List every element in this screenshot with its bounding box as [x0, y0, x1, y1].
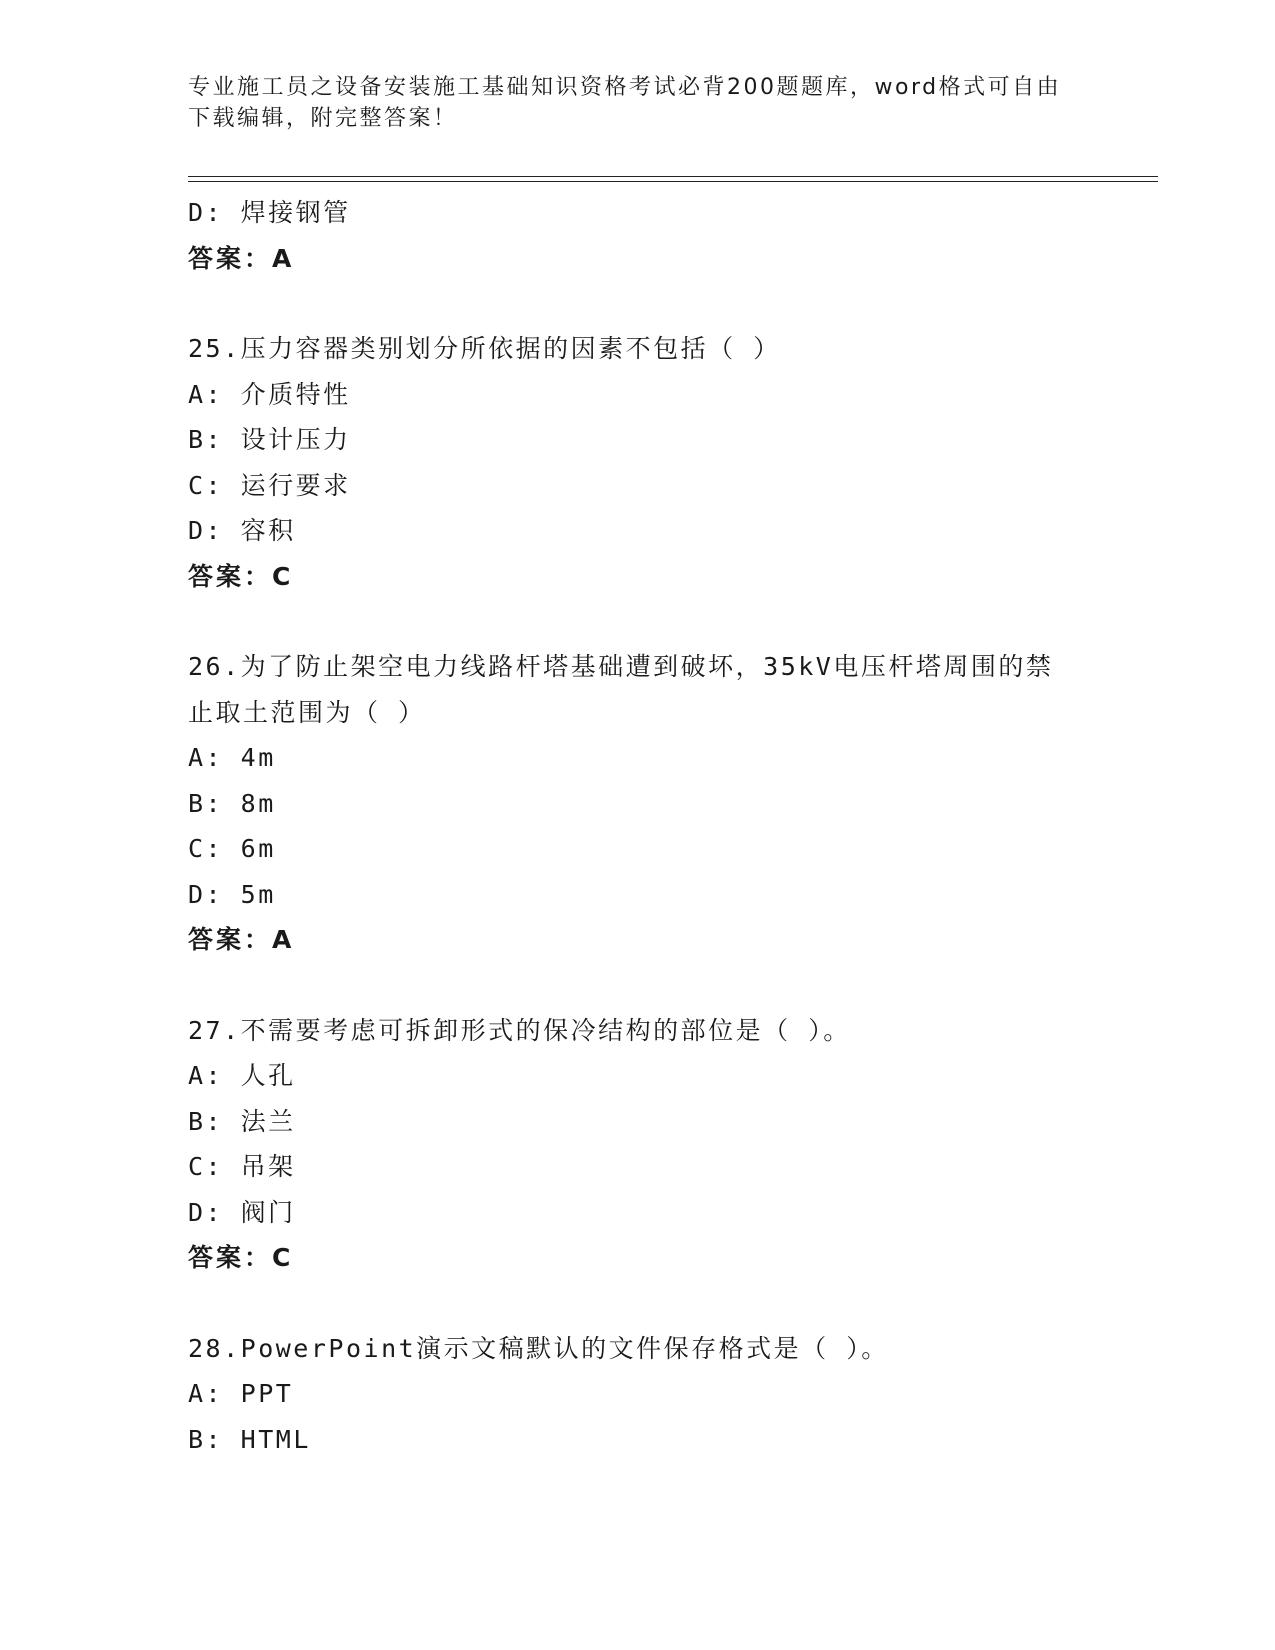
option-d: [188, 508, 1158, 554]
option-text: 阀门: [240, 1197, 296, 1227]
option-letter: D:: [188, 879, 224, 909]
option-letter: D:: [188, 198, 224, 227]
option-text: 5m: [240, 879, 276, 909]
option-letter: B:: [188, 1424, 224, 1454]
header-divider: [188, 176, 1158, 177]
option-a: [188, 372, 1158, 418]
option-text: 焊接钢管: [240, 198, 351, 227]
option-text: HTML: [240, 1424, 311, 1454]
option-text: 容积: [240, 516, 296, 545]
option-letter: C:: [188, 1152, 224, 1181]
option-text: PPT: [240, 1379, 294, 1408]
answer-line: 答案：C: [188, 561, 294, 591]
option-text: 介质特性: [240, 379, 351, 409]
option-letter: C:: [188, 834, 224, 863]
option-b: [188, 1417, 1158, 1463]
question-27: [188, 1008, 1158, 1281]
option-text: 设计压力: [240, 425, 351, 454]
header-divider-thin: [188, 181, 1158, 182]
question-stem: 28.PowerPoint演示文稿默认的文件保存格式是（ ）。: [188, 1333, 889, 1363]
question-stem-continued: 止取土范围为（ ）: [188, 697, 426, 727]
answer-line: 答案：A: [188, 243, 295, 273]
answer-line: 答案：C: [188, 1243, 294, 1272]
header-line-1: 专业施工员之设备安装施工基础知识资格考试必背200题题库，word格式可自由: [188, 75, 1062, 100]
option-c: [188, 1144, 1158, 1190]
option-letter: C:: [188, 470, 224, 500]
option-letter: A:: [188, 1061, 224, 1090]
option-letter: D:: [188, 1197, 224, 1227]
option-a: [188, 1371, 1158, 1417]
question-stem: 25.压力容器类别划分所依据的因素不包括（ ）: [188, 334, 781, 363]
question-28: [188, 1326, 1158, 1463]
option-b: [188, 417, 1158, 463]
answer-line: 答案：A: [188, 925, 295, 954]
header-line-2: 下载编辑，附完整答案！: [188, 106, 458, 131]
question-25: [188, 326, 1158, 599]
option-letter: D:: [188, 516, 224, 545]
option-text: 法兰: [240, 1106, 296, 1136]
option-a: [188, 1053, 1158, 1099]
option-letter: B:: [188, 1106, 224, 1136]
option-c: [188, 463, 1158, 509]
option-text: 8m: [240, 788, 276, 818]
option-text: 运行要求: [240, 470, 351, 500]
option-letter: B:: [188, 788, 224, 818]
document-header: [188, 72, 1088, 134]
option-c: [188, 826, 1158, 872]
option-b: [188, 781, 1158, 827]
option-text: 4m: [240, 743, 276, 772]
option-a: [188, 735, 1158, 781]
question-stem: 27.不需要考虑可拆卸形式的保冷结构的部位是（ ）。: [188, 1015, 851, 1045]
option-d: [188, 1190, 1158, 1236]
option-text: 6m: [240, 834, 276, 863]
question-stem: 26.为了防止架空电力线路杆塔基础遭到破坏，35kV电压杆塔周围的禁: [188, 652, 1054, 681]
question-list: [188, 190, 1158, 1462]
option-letter: A:: [188, 379, 224, 409]
option-letter: A:: [188, 743, 224, 772]
option-text: 吊架: [240, 1152, 296, 1181]
option-d: [188, 872, 1158, 918]
option-text: 人孔: [240, 1061, 296, 1090]
question-26: [188, 644, 1158, 963]
option-b: [188, 1099, 1158, 1145]
option-d: [188, 190, 1158, 236]
option-letter: B:: [188, 425, 224, 454]
option-letter: A:: [188, 1379, 224, 1408]
